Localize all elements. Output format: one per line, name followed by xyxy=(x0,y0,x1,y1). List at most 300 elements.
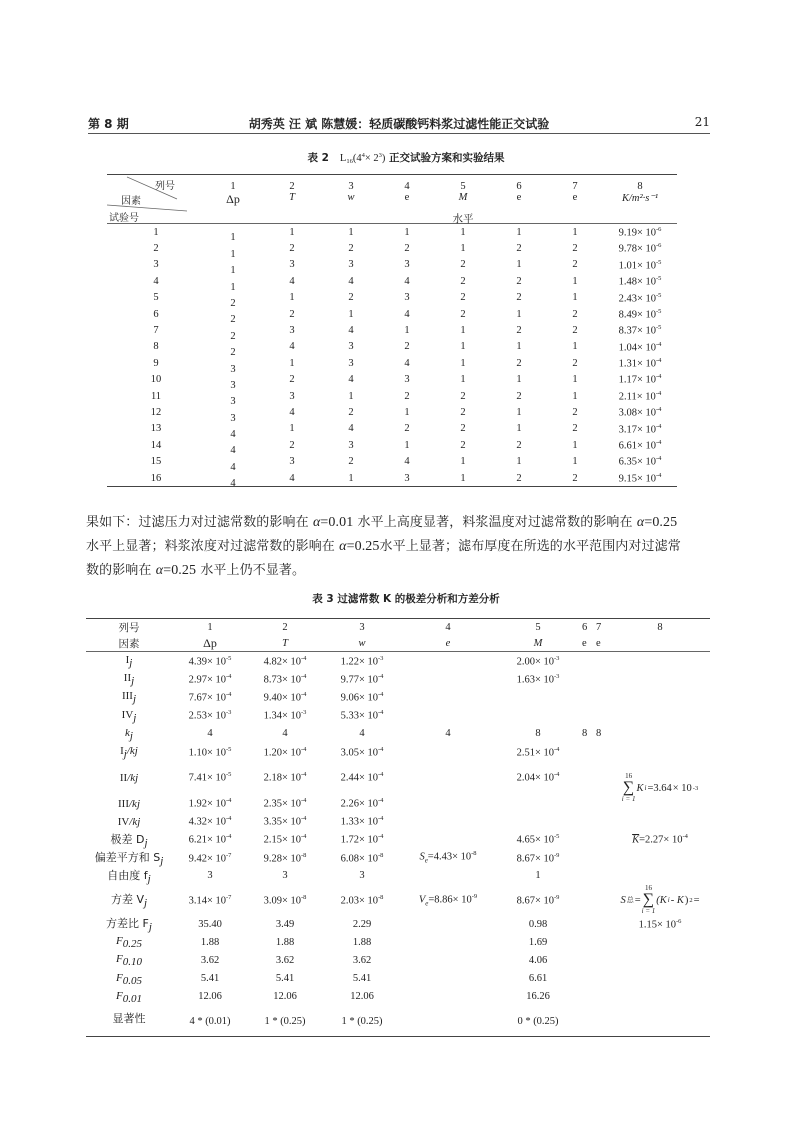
table3-row xyxy=(86,743,710,761)
empty-cell xyxy=(582,761,596,794)
empty-cell xyxy=(596,652,610,671)
filter-constant-cell xyxy=(603,437,677,453)
sigma-icon xyxy=(622,773,636,803)
level-cell: 2 xyxy=(230,314,236,326)
level-cell: 1 xyxy=(572,390,578,402)
level-cell: 1 xyxy=(516,259,522,271)
expr-subscript: i xyxy=(667,896,670,905)
table3-row xyxy=(86,794,710,812)
trial-number: 6 xyxy=(153,308,159,320)
level-cell: 4 xyxy=(348,374,354,386)
text-run: 水平上高度显著，料浆温度对过滤常数的影响在 xyxy=(353,515,637,530)
mantissa: 7.41 xyxy=(188,772,207,784)
sum-k-exponent: -3 xyxy=(692,784,699,792)
mantissa: 7.67 xyxy=(188,692,207,704)
mantissa: 4.32 xyxy=(188,816,207,828)
table2-row xyxy=(107,240,677,256)
row-label-text: F xyxy=(116,971,123,984)
value-cell: 12.06 xyxy=(198,991,222,1003)
level-cell: 2 xyxy=(348,292,354,304)
mantissa: 1.72 xyxy=(340,834,359,846)
s-total-subscript: 总 xyxy=(626,896,634,905)
level-cell: 1 xyxy=(460,374,466,386)
row-label-text: F xyxy=(116,953,123,966)
level-cell: 2 xyxy=(516,292,522,304)
level-cell: 1 xyxy=(516,341,522,353)
level-cell: 4 xyxy=(230,461,236,473)
mantissa: 8.67 xyxy=(516,853,535,865)
filter-constant-cell xyxy=(603,470,677,487)
value-cell: 35.40 xyxy=(198,918,222,930)
empty-cell xyxy=(596,951,610,969)
level-cell: 3 xyxy=(230,412,236,424)
k-exponent: -5 xyxy=(656,324,662,332)
empty-cell xyxy=(596,1006,610,1030)
orthogonal-design-table xyxy=(107,174,677,490)
row-label xyxy=(86,867,172,885)
mantissa: 2.35 xyxy=(263,798,282,810)
value-cell: 3 xyxy=(207,870,213,882)
trial-number: 4 xyxy=(153,275,159,287)
times-ten: × 10 xyxy=(358,853,378,865)
level-cell: 2 xyxy=(289,374,295,386)
times-ten: × 10 xyxy=(636,342,656,354)
value-cell: 1.88 xyxy=(275,936,295,948)
times-ten: × 10 xyxy=(534,656,554,668)
level-cell: 3 xyxy=(289,456,295,468)
expr-close: ) xyxy=(684,894,689,906)
times-ten: × 10 xyxy=(358,710,378,722)
level-cell: 1 xyxy=(289,357,295,369)
k-exponent: -5 xyxy=(656,307,662,315)
empty-cell xyxy=(582,951,596,969)
row-label xyxy=(86,933,172,951)
value-cell xyxy=(248,761,322,794)
row-label-subscript: j xyxy=(160,854,164,867)
times-ten: × 10 xyxy=(656,919,676,931)
value-cell xyxy=(322,831,402,849)
row-label-subscript: 0.01 xyxy=(122,993,142,1005)
level-cell: 4 xyxy=(404,357,410,369)
exponent: -4 xyxy=(301,673,307,681)
exponent: -4 xyxy=(301,691,307,699)
row-label-subscript: j xyxy=(129,657,133,670)
k-mantissa: 6.61 xyxy=(618,440,637,452)
value-cell xyxy=(322,707,402,725)
filter-constant-cell xyxy=(603,372,677,388)
text-run: = xyxy=(163,563,172,578)
value-cell: 1 * (0.25) xyxy=(264,1015,306,1027)
value-cell xyxy=(402,707,494,725)
level-cell: 2 xyxy=(460,308,466,320)
text-run: = xyxy=(346,539,355,554)
value-cell xyxy=(172,812,248,830)
paragraph-line xyxy=(86,511,722,535)
exponent: -7 xyxy=(226,851,232,859)
level-cell: 3 xyxy=(404,259,410,271)
level-cell: 1 xyxy=(572,341,578,353)
table3-row xyxy=(86,988,710,1006)
summary-cell xyxy=(610,743,710,761)
value-cell xyxy=(494,849,582,867)
row-label-subscript: j xyxy=(133,711,137,724)
exponent: -3 xyxy=(301,709,307,717)
exponent: -8 xyxy=(471,850,477,858)
column-number-label: 列号 xyxy=(155,181,175,192)
level-cell: 4 xyxy=(404,456,410,468)
row-label-text: 极差 D xyxy=(110,832,145,846)
level-cell: 2 xyxy=(572,357,578,369)
times-ten: × 10 xyxy=(452,851,472,863)
table2-col-8: 8 K/m²·s⁻¹ xyxy=(603,175,677,224)
value-cell: 2.29 xyxy=(352,918,372,930)
exponent: -4 xyxy=(378,796,384,804)
level-cell: 2 xyxy=(516,243,522,255)
empty-cell xyxy=(582,970,596,988)
sigma-glyph: ∑ xyxy=(622,779,635,797)
times-ten: × 10 xyxy=(281,853,301,865)
total-sum-of-squares-formula xyxy=(620,885,699,915)
mantissa: 8.73 xyxy=(263,674,282,686)
summary-cell xyxy=(610,951,710,969)
empty-cell xyxy=(596,988,610,1006)
exponent: -3 xyxy=(226,709,232,717)
exponent: -4 xyxy=(301,815,307,823)
table2-col-6: 6 e xyxy=(491,175,547,224)
times-ten: × 10 xyxy=(636,456,656,468)
exponent: -4 xyxy=(378,745,384,753)
level-cell: 1 xyxy=(516,374,522,386)
value-cell xyxy=(248,831,322,849)
times-ten: × 10 xyxy=(281,747,301,759)
level-cell: 4 xyxy=(289,275,295,287)
level-cell: 1 xyxy=(230,281,236,293)
value-cell xyxy=(248,707,322,725)
mantissa: 1.20 xyxy=(263,747,282,759)
table2-col-4: 4 e xyxy=(379,175,435,224)
level-cell: 1 xyxy=(516,308,522,320)
row-label-text: III xyxy=(118,797,129,810)
times-ten: × 10 xyxy=(636,473,656,485)
times-ten: × 10 xyxy=(358,692,378,704)
times-ten: × 10 xyxy=(636,440,656,452)
value-cell: 4 * (0.01) xyxy=(189,1015,231,1027)
k-bar-symbol: $\overline{K}$ xyxy=(632,834,640,846)
trial-number: 12 xyxy=(150,406,162,418)
k-exponent: -5 xyxy=(656,291,662,299)
row-label xyxy=(86,915,172,933)
times-ten: × 10 xyxy=(636,227,656,239)
k-mantissa: 6.35 xyxy=(618,456,637,468)
row-label-text: F xyxy=(116,989,123,1002)
trial-number: 15 xyxy=(150,456,162,468)
expr-square: 2 xyxy=(689,896,693,904)
text-run: = xyxy=(644,515,653,530)
body-paragraph xyxy=(86,511,722,583)
times-ten: × 10 xyxy=(636,276,656,288)
summary-cell xyxy=(610,970,710,988)
value-cell xyxy=(494,761,582,794)
level-label: 水平 xyxy=(452,213,474,225)
k-exponent: -6 xyxy=(656,242,662,250)
summary-cell xyxy=(610,988,710,1006)
table2-corner-cell xyxy=(107,175,205,224)
value-cell xyxy=(322,652,402,671)
level-cell: 2 xyxy=(404,243,410,255)
exponent: -4 xyxy=(226,833,232,841)
table2-row xyxy=(107,355,677,371)
times-ten: × 10 xyxy=(358,816,378,828)
level-cell: 2 xyxy=(572,406,578,418)
table3-caption: 表 3 过滤常数 K 的极差分析和方差分析 xyxy=(312,593,500,605)
row-label-subscript: j xyxy=(131,675,135,688)
value-cell xyxy=(248,794,322,812)
text-run: 0.25 xyxy=(171,563,197,578)
level-cell: 3 xyxy=(404,292,410,304)
times-ten: × 10 xyxy=(672,782,692,794)
level-cell: 2 xyxy=(460,423,466,435)
times-ten: × 10 xyxy=(281,692,301,704)
exponent: -4 xyxy=(226,691,232,699)
exponent: -8 xyxy=(378,851,384,859)
sum-upper-limit: 16 xyxy=(644,884,652,893)
times-ten: × 10 xyxy=(452,894,472,906)
times-ten: × 10 xyxy=(206,834,226,846)
table2-row xyxy=(107,388,677,404)
mantissa: 6.08 xyxy=(340,853,359,865)
level-cell: 2 xyxy=(289,243,295,255)
level-cell: 1 xyxy=(348,308,354,320)
value-cell xyxy=(172,849,248,867)
times-ten: × 10 xyxy=(206,747,226,759)
k-mantissa: 8.37 xyxy=(618,325,637,337)
mantissa: 9.40 xyxy=(263,692,282,704)
times-ten: × 10 xyxy=(636,358,656,370)
times-ten: × 10 xyxy=(358,772,378,784)
filter-constant-cell xyxy=(603,322,677,338)
table2-row xyxy=(107,224,677,241)
level-cell: 4 xyxy=(404,308,410,320)
mantissa: 2.53 xyxy=(188,710,207,722)
trial-number: 1 xyxy=(153,226,159,238)
row-label-text: IV xyxy=(121,708,134,721)
value-cell xyxy=(402,970,494,988)
exponent: -4 xyxy=(301,745,307,753)
factor-label: 因素 xyxy=(121,196,141,207)
level-cell: 1 xyxy=(404,406,410,418)
row-label xyxy=(86,652,172,671)
s-total-symbol: S xyxy=(620,894,626,906)
table2-row xyxy=(107,273,677,289)
value-cell xyxy=(322,670,402,688)
level-cell: 1 xyxy=(460,243,466,255)
k-exponent: -4 xyxy=(656,439,662,447)
level-cell: 4 xyxy=(289,472,295,484)
k-mantissa: 9.15 xyxy=(618,473,637,485)
sum-lower-limit: i = 1 xyxy=(621,795,636,804)
column-number: 3 xyxy=(359,621,365,633)
level-cell: 2 xyxy=(230,297,236,309)
value-cell xyxy=(494,688,582,706)
text-run: 数的影响在 xyxy=(86,563,156,578)
value-cell xyxy=(172,831,248,849)
mean-k-formula xyxy=(610,833,710,846)
level-cell: 2 xyxy=(460,390,466,402)
k-exponent: -4 xyxy=(656,357,662,365)
row-label-subscript: j xyxy=(143,897,148,910)
mantissa: 2.51 xyxy=(516,747,535,759)
empty-cell xyxy=(582,885,596,915)
column-number: 6 xyxy=(582,621,588,633)
value-cell xyxy=(402,652,494,671)
mantissa: 9.06 xyxy=(340,692,359,704)
value-cell xyxy=(402,831,494,849)
row-label xyxy=(86,831,172,849)
exponent: -4 xyxy=(301,833,307,841)
text-run: = xyxy=(320,515,329,530)
times-ten: × 10 xyxy=(358,656,378,668)
mantissa: 2.15 xyxy=(263,834,282,846)
table3-row xyxy=(86,670,710,688)
row-label-subscript: j xyxy=(132,693,137,706)
value-cell xyxy=(402,988,494,1006)
trial-number: 9 xyxy=(153,357,159,369)
value-cell xyxy=(172,688,248,706)
exponent: -4 xyxy=(378,709,384,717)
factor-name: w xyxy=(322,635,402,652)
times-ten: × 10 xyxy=(281,816,301,828)
column-number: 5 xyxy=(535,621,541,633)
level-cell: 4 xyxy=(230,445,236,457)
running-header xyxy=(88,113,710,134)
row-label-suffix: /kj xyxy=(126,744,138,757)
table3-row xyxy=(86,1006,710,1030)
expr-open: (K xyxy=(656,894,667,906)
mantissa: 3.35 xyxy=(263,816,282,828)
row-label-text: 偏差平方和 S xyxy=(94,850,161,864)
exponent: -5 xyxy=(226,771,232,779)
value-cell: 0.98 xyxy=(528,918,548,930)
value-cell: 4 xyxy=(445,728,451,740)
filter-constant-cell xyxy=(603,273,677,289)
sum-upper-limit: 16 xyxy=(625,772,633,781)
table3-row xyxy=(86,725,710,743)
sum-lower-limit: i = 1 xyxy=(641,907,656,916)
factor-name: e xyxy=(582,635,596,652)
exponent: -4 xyxy=(378,815,384,823)
row-label-text: k xyxy=(125,726,130,739)
exponent: -3 xyxy=(554,654,560,662)
empty-cell xyxy=(596,743,610,761)
empty-cell xyxy=(582,707,596,725)
trial-number: 10 xyxy=(150,374,162,386)
level-cell: 3 xyxy=(289,259,295,271)
table3-row xyxy=(86,688,710,706)
exponent: -7 xyxy=(226,893,232,901)
mantissa: 6.21 xyxy=(188,834,207,846)
summary-cell xyxy=(610,652,710,671)
value-cell xyxy=(494,831,582,849)
value-cell xyxy=(322,812,402,830)
level-cell: 3 xyxy=(404,374,410,386)
mantissa: 1.92 xyxy=(188,798,207,810)
level-cell: 1 xyxy=(516,226,522,238)
mantissa: 2.00 xyxy=(516,656,535,668)
mantissa: 1.63 xyxy=(516,674,535,686)
value-cell xyxy=(248,743,322,761)
mantissa: 2.44 xyxy=(340,772,359,784)
exponent: -5 xyxy=(554,833,560,841)
mantissa: 3.05 xyxy=(340,747,359,759)
value-cell: 4 xyxy=(359,728,365,740)
level-cell: 2 xyxy=(460,275,466,287)
table3-row xyxy=(86,761,710,794)
value-cell xyxy=(494,743,582,761)
level-cell: 4 xyxy=(230,478,236,490)
error-degrees-of-freedom xyxy=(402,867,494,885)
ve-subscript: e xyxy=(425,899,429,908)
times-ten: × 10 xyxy=(281,772,301,784)
level-cell: 1 xyxy=(460,456,466,468)
level-cell: 2 xyxy=(348,456,354,468)
value-cell xyxy=(172,761,248,794)
mantissa: 3.09 xyxy=(263,895,282,907)
value-cell: 4 xyxy=(207,728,213,740)
k-exponent: -4 xyxy=(656,340,662,348)
row-label xyxy=(86,743,172,761)
empty-cell xyxy=(596,812,610,830)
table2-row xyxy=(107,470,677,487)
trial-number: 14 xyxy=(150,439,162,451)
value-cell: 16.26 xyxy=(526,991,550,1003)
value-cell: 3 xyxy=(282,870,288,882)
value-cell: 3 xyxy=(359,870,365,882)
table2-col-5: 5 M 水平 xyxy=(435,175,491,224)
times-ten: × 10 xyxy=(206,674,226,686)
filter-constant-cell xyxy=(603,290,677,306)
mantissa: =4.43 xyxy=(427,851,453,863)
row-label xyxy=(86,670,172,688)
exponent: -8 xyxy=(301,851,307,859)
value-cell xyxy=(248,885,322,915)
exponent: -4 xyxy=(226,673,232,681)
value-cell: 1.69 xyxy=(528,936,548,948)
value-cell: 3.62 xyxy=(352,955,372,967)
times-ten: × 10 xyxy=(206,895,226,907)
value-cell: 12.06 xyxy=(350,991,374,1003)
filter-constant-cell xyxy=(603,224,677,241)
times-ten: × 10 xyxy=(636,407,656,419)
empty-cell xyxy=(582,688,596,706)
table2-row xyxy=(107,421,677,437)
value-cell xyxy=(402,670,494,688)
factor-name: e xyxy=(596,635,610,652)
value-cell xyxy=(494,885,582,915)
level-cell: 4 xyxy=(289,341,295,353)
level-cell: 2 xyxy=(572,308,578,320)
row-label-text: F xyxy=(116,935,123,948)
level-cell: 2 xyxy=(516,357,522,369)
empty-cell xyxy=(596,885,610,915)
se-subscript: e xyxy=(424,857,428,866)
trial-number: 2 xyxy=(153,243,159,255)
s-total-value: 1.15 xyxy=(638,919,657,931)
text-run: 果如下：过滤压力对过滤常数的影响在 xyxy=(86,515,313,530)
value-cell xyxy=(494,707,582,725)
table2-col-7: 7 e xyxy=(547,175,603,224)
row-label xyxy=(86,761,172,794)
exponent: -4 xyxy=(554,745,560,753)
